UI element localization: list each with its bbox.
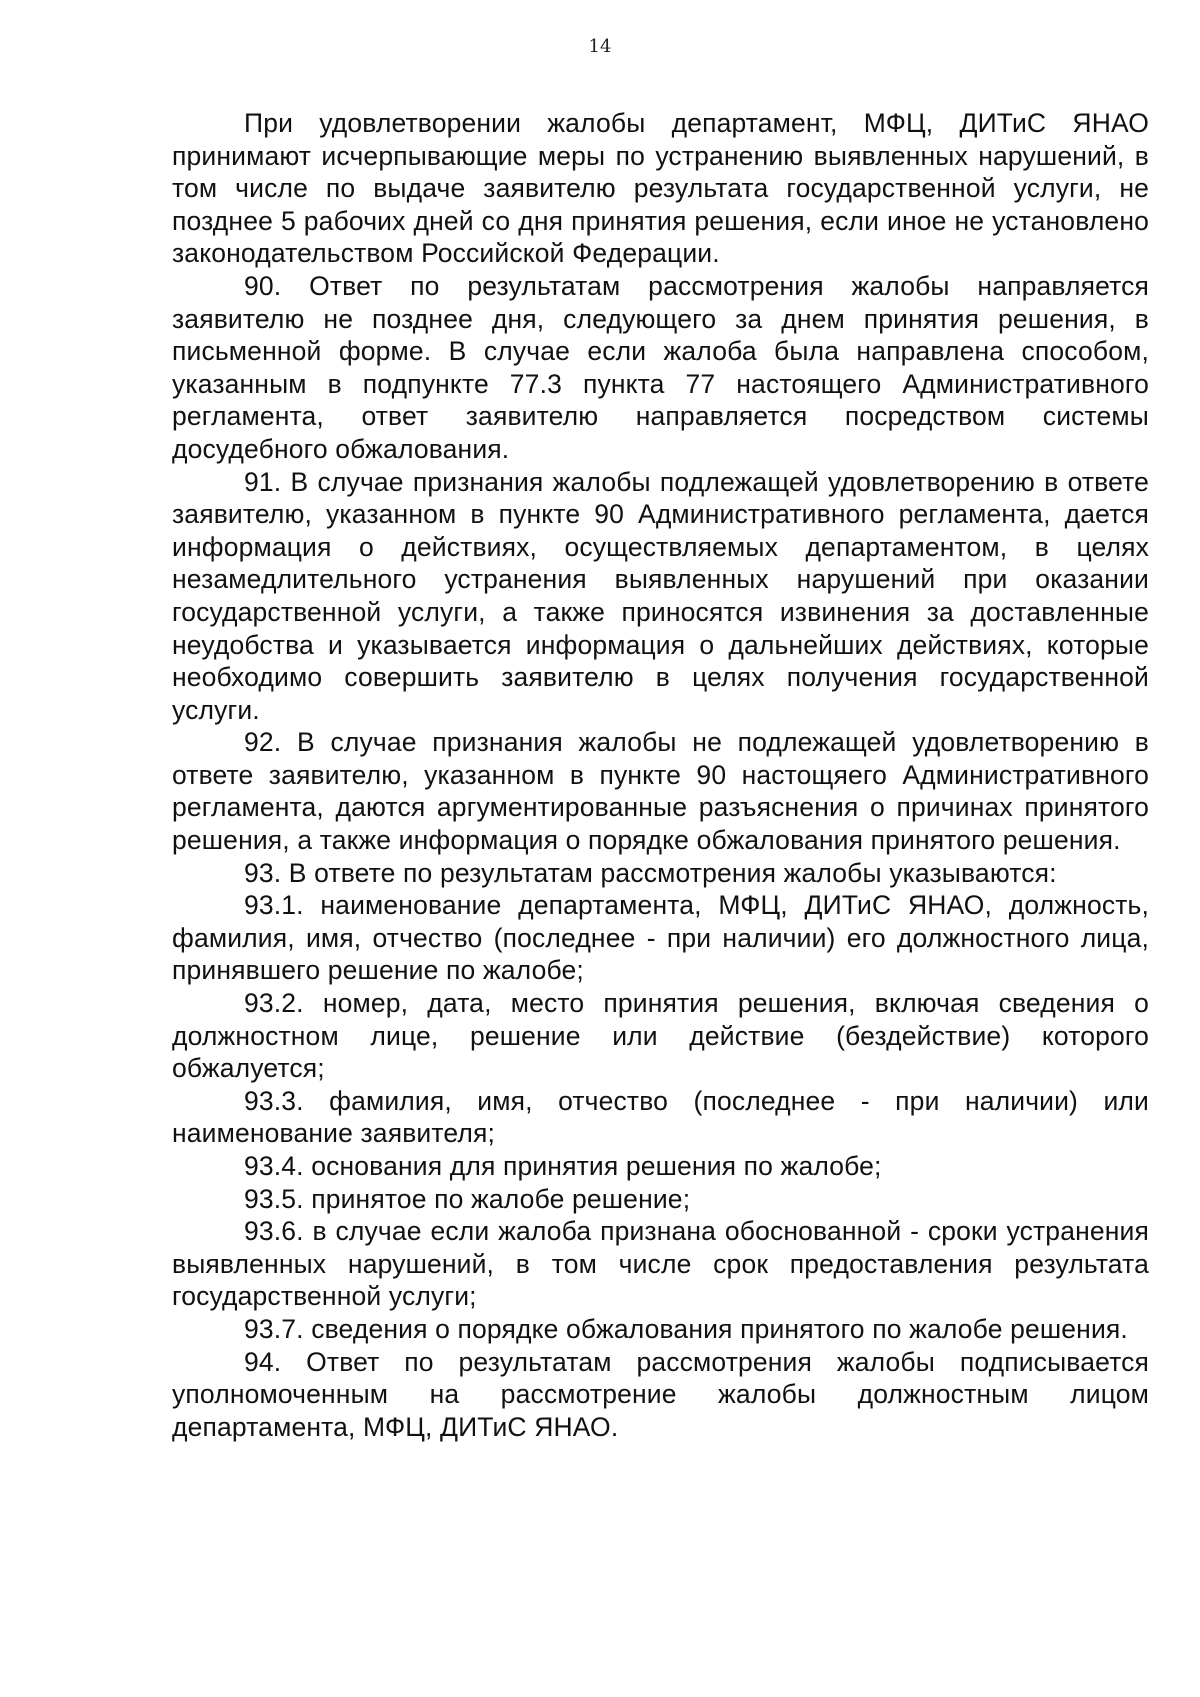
- paragraph-90: 90. Ответ по результатам рассмотрения жалобы направляется заявителю не позднее дня, следующего за днем принятия решения, в письменной форме. В случае если жалоба была направлена способом, указанным в подпункте 77.3 пункта 77 настоящего Административного регламента, ответ заявителю направляется посредством системы досудебного обжалования.: [172, 270, 1149, 464]
- paragraph-93-4: 93.4. основания для принятия решения по жалобе;: [244, 1151, 882, 1181]
- paragraph-93-6: 93.6. в случае если жалоба признана обоснованной - сроки устранения выявленных нарушений, в том числе срок предоставления результата государственной услуги;: [172, 1216, 1149, 1312]
- page-number: 14: [588, 36, 612, 57]
- paragraph-92: 92. В случае признания жалобы не подлежащей удовлетворению в ответе заявителю, указанном в пункте 90 настощяего Административного регламента, даются аргументированные разъяснения о причинах принятого решения, а также информация о порядке обжалования принятого решения.: [172, 727, 1149, 856]
- paragraph-91: 91. В случае признания жалобы подлежащей удовлетворению в ответе заявителю, указанном в пункте 90 Административного регламента, дается информация о действиях, осуществляемых департаментом, в целях незамедлительного устранения выявленных нарушений при оказании государственной услуги, а также приносятся извинения за доставленные неудобства и указывается информация о дальнейших действиях, которые необходимо совершить заявителю в целях получения государственной услуги.: [172, 466, 1149, 725]
- paragraph-93-3: 93.3. фамилия, имя, отчество (последнее - при наличии) или наименование заявителя;: [172, 1085, 1149, 1149]
- paragraph-93-5: 93.5. принятое по жалобе решение;: [244, 1183, 691, 1214]
- paragraph-complaint-satisfaction: При удовлетворении жалобы департамент, МФЦ, ДИТиС ЯНАО принимают исчерпывающие меры по устранению выявленных нарушений, в том числе по выдаче заявителю результата государственной услуги, не позднее 5 рабочих дней со дня принятия решения, если иное не установлено законодательством Российской Федерации.: [172, 108, 1149, 269]
- paragraph-93: 93. В ответе по результатам рассмотрения жалобы указываются:: [244, 857, 1057, 888]
- paragraph-93-7: 93.7. сведения о порядке обжалования принятого по жалобе решения.: [244, 1313, 1128, 1344]
- paragraph-94: 94. Ответ по результатам рассмотрения жалобы подписывается уполномоченным на рассмотрение жалобы должностным лицом департамента, МФЦ, ДИТиС ЯНАО.: [172, 1346, 1149, 1442]
- paragraph-93-2: 93.2. номер, дата, место принятия решения, включая сведения о должностном лице, решение или действие (бездействие) которого обжалуется;: [172, 988, 1149, 1084]
- document-body: [172, 107, 1149, 1443]
- paragraph-93-1: 93.1. наименование департамента, МФЦ, ДИТиС ЯНАО, должность, фамилия, имя, отчество (последнее - при наличии) его должностного лица, принявшего решение по жалобе;: [172, 890, 1149, 986]
